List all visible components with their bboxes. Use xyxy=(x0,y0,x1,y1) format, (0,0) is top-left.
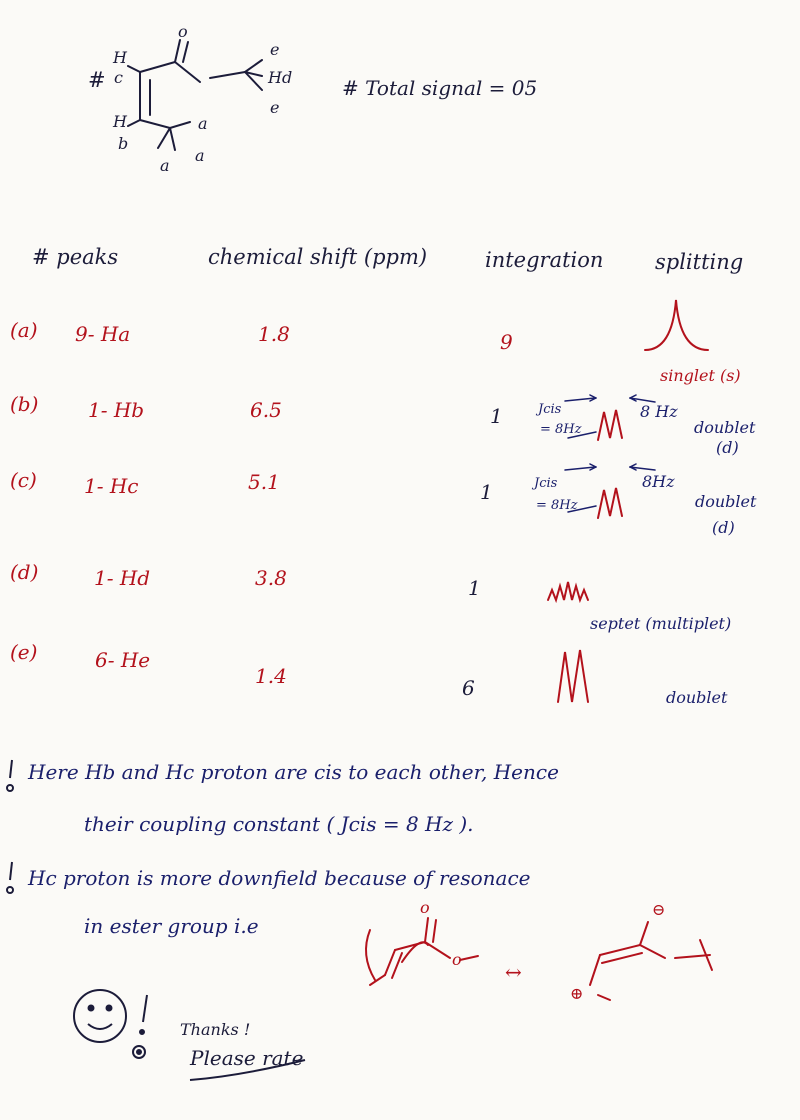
row-d-shift: 3.8 xyxy=(255,566,287,590)
note1-line2: their coupling constant ( Jcis = 8 Hz ). xyxy=(84,812,474,836)
row-d-integration: 1 xyxy=(468,576,481,600)
row-a-splitting: singlet (s) xyxy=(660,366,741,385)
row-b-integration: 1 xyxy=(490,404,503,428)
row-c-peak: 1- Hc xyxy=(84,474,139,498)
label-a2: a xyxy=(160,156,170,175)
header-peaks: # peaks xyxy=(32,245,119,269)
label-e2: e xyxy=(270,98,280,117)
row-d-id: (d) xyxy=(10,560,39,584)
row-b-shift: 6.5 xyxy=(250,398,282,422)
label-hd: Hd xyxy=(268,68,293,87)
ester-structure xyxy=(0,0,800,200)
row-a-integration: 9 xyxy=(500,330,513,354)
row-b-hz: 8 Hz xyxy=(640,402,678,421)
label-a1: a xyxy=(198,114,208,133)
note2-line2: in ester group i.e xyxy=(84,914,259,938)
resonance-plus: ⊕ xyxy=(570,984,584,1003)
row-b-splitting: doublet xyxy=(694,418,756,437)
row-b-id: (b) xyxy=(10,392,39,416)
header-shift: chemical shift (ppm) xyxy=(208,245,428,269)
label-e1: e xyxy=(270,40,280,59)
label-hc-h: H xyxy=(113,48,127,67)
header-integration: integration xyxy=(485,248,604,272)
row-b-jval: = 8Hz xyxy=(540,422,582,437)
row-c-splitting: doublet xyxy=(695,492,757,511)
structure-hash: # xyxy=(88,68,106,92)
label-carbonyl-o: o xyxy=(178,22,188,41)
row-c-hz: 8Hz xyxy=(642,472,675,491)
row-e-shift: 1.4 xyxy=(255,664,287,688)
row-a-id: (a) xyxy=(10,318,38,342)
note2-line1: Hc proton is more downfield because of resonace xyxy=(28,866,531,890)
label-a3: a xyxy=(195,146,205,165)
row-c-id: (c) xyxy=(10,468,37,492)
resonance-minus: ⊖ xyxy=(652,900,666,919)
footer-thanks: Thanks ! xyxy=(180,1020,251,1039)
row-e-splitting: doublet xyxy=(666,688,728,707)
resonance-arrow: ↔ xyxy=(505,960,522,984)
row-c-jval: = 8Hz xyxy=(536,498,578,513)
row-c-shift: 5.1 xyxy=(248,470,280,494)
row-a-peak: 9- Ha xyxy=(75,322,131,346)
row-b-j: Jcis xyxy=(538,402,562,417)
row-e-integration: 6 xyxy=(462,676,475,700)
footer-rate: Please rate xyxy=(190,1046,304,1070)
resonance-o1: o xyxy=(420,898,430,917)
row-c-j: Jcis xyxy=(534,476,558,491)
row-d-splitting: septet (multiplet) xyxy=(590,614,732,633)
row-c-integration: 1 xyxy=(480,480,493,504)
label-hb-b: b xyxy=(118,134,129,153)
label-hc-c: c xyxy=(114,68,123,87)
resonance-o2: o xyxy=(452,950,462,969)
row-d-peak: 1- Hd xyxy=(94,566,151,590)
total-signal: # Total signal = 05 xyxy=(342,76,538,100)
row-c-abbr: (d) xyxy=(712,518,735,537)
row-e-peak: 6- He xyxy=(95,648,151,672)
header-splitting: splitting xyxy=(655,250,744,274)
row-b-peak: 1- Hb xyxy=(88,398,145,422)
note1-line1: Here Hb and Hc proton are cis to each other, Hence xyxy=(28,760,559,784)
label-hb-h: H xyxy=(113,112,127,131)
row-b-abbr: (d) xyxy=(716,438,739,457)
row-e-id: (e) xyxy=(10,640,38,664)
row-a-shift: 1.8 xyxy=(258,322,290,346)
